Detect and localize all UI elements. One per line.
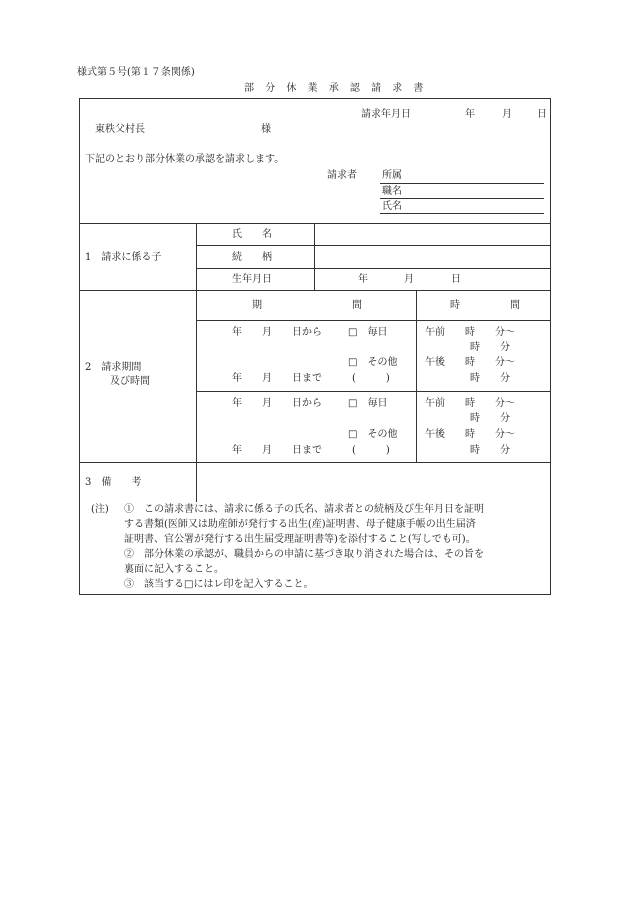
birth-day: 日 — [451, 274, 461, 285]
daily-checkbox[interactable]: □ 毎日 — [348, 327, 388, 338]
child-relation-label: 続 柄 — [232, 252, 272, 263]
child-section-label: 1 請求に係る子 — [85, 252, 162, 263]
divider — [79, 462, 551, 463]
birth-year: 年 — [358, 274, 368, 285]
form-number: 様式第５号(第１７条関係) — [77, 67, 195, 78]
name-field[interactable] — [380, 213, 544, 214]
pm-time-end: 時 分 — [470, 373, 510, 384]
pm-time: 午後 時 分～ — [425, 429, 515, 440]
period-to: 年 月 日まで — [232, 373, 322, 384]
other-detail-field[interactable]: ( ) — [352, 373, 390, 384]
period-section-label-2: 及び時間 — [110, 376, 150, 387]
addressee: 東秩父村長 — [95, 124, 145, 135]
divider — [196, 391, 551, 392]
child-name-field[interactable] — [316, 225, 549, 244]
period-column-header: 期 間 — [252, 300, 362, 311]
pm-time-end: 時 分 — [470, 445, 510, 456]
note-1-line-2: する書類(医師又は助産師が発行する出生(産)証明書、母子健康手帳の出生届済 — [124, 519, 476, 530]
child-relation-field[interactable] — [316, 247, 549, 266]
date-month: 月 — [502, 109, 512, 120]
intro-text: 下記のとおり部分休業の承認を請求します。 — [85, 154, 285, 165]
birth-month: 月 — [404, 274, 414, 285]
daily-checkbox[interactable]: □ 毎日 — [348, 398, 388, 409]
period-from: 年 月 日から — [232, 327, 322, 338]
am-time-end: 時 分 — [470, 342, 510, 353]
request-date-label: 請求年月日 — [361, 109, 411, 120]
page-title: 部 分 休 業 承 認 請 求 書 — [244, 83, 428, 94]
child-name-label: 氏 名 — [232, 229, 272, 240]
date-day: 日 — [537, 109, 547, 120]
affiliation-field[interactable] — [380, 183, 544, 184]
date-year: 年 — [465, 109, 475, 120]
divider — [79, 223, 551, 224]
period-section-label: 2 請求期間 — [85, 362, 142, 373]
name-label: 氏名 — [382, 201, 402, 212]
affiliation-label: 所属 — [382, 170, 402, 181]
other-checkbox[interactable]: □ その他 — [348, 429, 398, 440]
other-detail-field[interactable]: ( ) — [352, 445, 390, 456]
position-field[interactable] — [380, 198, 544, 199]
divider — [196, 320, 551, 321]
remarks-field[interactable] — [198, 464, 549, 500]
divider — [314, 223, 315, 290]
note-3: ③ 該当する□にはレ印を記入すること。 — [124, 579, 314, 590]
am-time: 午前 時 分～ — [425, 327, 515, 338]
note-2: ② 部分休業の承認が、職員からの申請に基づき取り消された場合は、その旨を — [124, 549, 484, 560]
note-1: ① この請求書には、請求に係る子の氏名、請求者との続柄及び生年月日を証明 — [124, 504, 484, 515]
period-to: 年 月 日まで — [232, 445, 322, 456]
time-column-header: 時 間 — [450, 300, 520, 311]
divider — [196, 245, 551, 246]
child-birth-label: 生年月日 — [232, 274, 272, 285]
divider — [196, 462, 197, 502]
divider — [196, 223, 197, 475]
divider — [79, 290, 551, 291]
divider — [416, 290, 417, 462]
divider — [196, 268, 551, 269]
other-checkbox[interactable]: □ その他 — [348, 357, 398, 368]
requester-label: 請求者 — [327, 170, 357, 181]
notes-label: (注) — [91, 504, 109, 515]
remarks-label: 3 備 考 — [85, 477, 142, 488]
position-label: 職名 — [382, 186, 402, 197]
note-2-line-2: 裏面に記入すること。 — [124, 564, 224, 575]
am-time: 午前 時 分～ — [425, 398, 515, 409]
am-time-end: 時 分 — [470, 413, 510, 424]
honorific: 様 — [261, 124, 271, 135]
pm-time: 午後 時 分～ — [425, 357, 515, 368]
period-from: 年 月 日から — [232, 398, 322, 409]
note-1-line-3: 証明書、官公署が発行する出生届受理証明書等)を添付すること(写しでも可)。 — [124, 534, 476, 545]
